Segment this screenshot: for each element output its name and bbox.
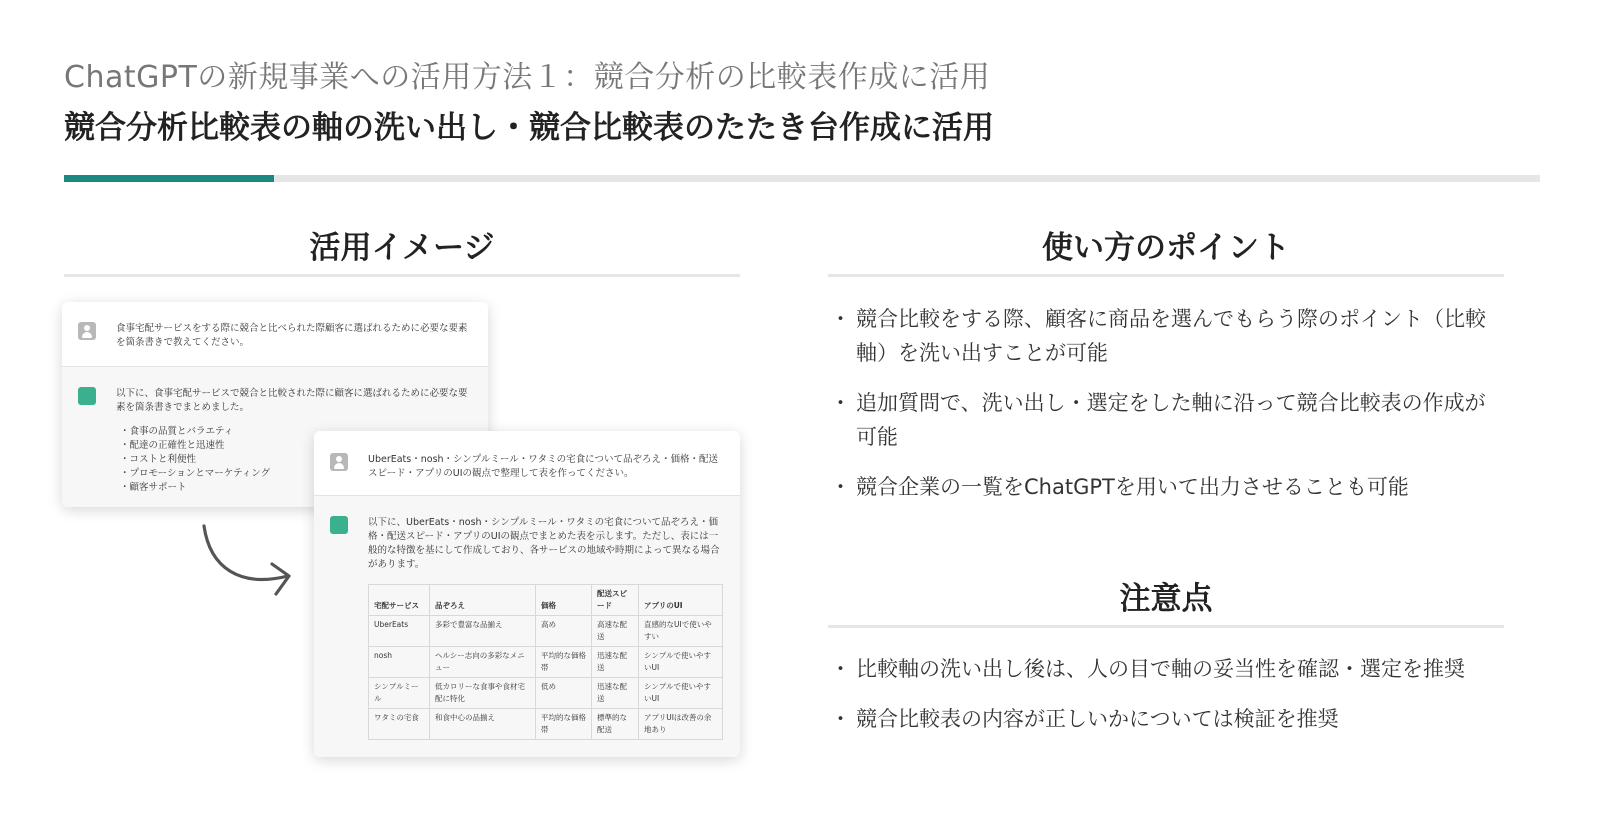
list-item: ・ 比較軸の洗い出し後は、人の目で軸の妥当性を確認・選定を推奨	[834, 652, 1504, 686]
list-item: ・ 配達の正確性と迅速性	[120, 439, 472, 453]
ai-message-text: 以下に、UberEats・nosh・シンプルミール・ワタミの宅食について品ぞろえ・価格・配送スピード・アプリのUIの観点でまとめた表を示します。ただし、表には一般的な特徴を基にして作成しており、各サービスの地域や時期によって異なる場合があります。	[368, 517, 720, 570]
curved-arrow-icon	[196, 520, 300, 606]
table-header-cell: 品ぞろえ	[430, 585, 536, 616]
table-header-row	[369, 585, 723, 616]
chat-card-2	[314, 431, 740, 757]
caution-list	[834, 652, 1504, 752]
list-item: ・ 競合企業の一覧をChatGPTを用いて出力させることも可能	[834, 470, 1504, 504]
table-row	[369, 616, 723, 647]
ai-message-text: 以下に、食事宅配サービスで競合と比較された際に顧客に選ばれるために必要な要素を箇条書きでまとめました。	[116, 388, 468, 413]
table-cell: 標準的な配送	[592, 709, 639, 740]
user-message-row	[62, 302, 488, 366]
table-cell: 平均的な価格帯	[536, 709, 592, 740]
usage-points-divider	[828, 274, 1504, 277]
table-header-cell: 宅配サービス	[369, 585, 430, 616]
chatgpt-icon	[330, 516, 348, 534]
usage-points-heading: 使い方のポイント	[1042, 230, 1290, 266]
table-cell: 和食中心の品揃え	[430, 709, 536, 740]
table-cell: 迅速な配送	[592, 678, 639, 709]
usage-points-list	[834, 302, 1504, 520]
table-row	[369, 647, 723, 678]
table-row	[369, 678, 723, 709]
table-cell: 高め	[536, 616, 592, 647]
table-header-cell: 価格	[536, 585, 592, 616]
user-avatar-icon	[330, 453, 348, 471]
table-header-cell: 配送スピード	[592, 585, 639, 616]
table-cell: UberEats	[369, 616, 430, 647]
table-cell: アプリUIは改善の余地あり	[639, 709, 723, 740]
table-cell: シンプルミール	[369, 678, 430, 709]
user-message-text: UberEats・nosh・シンプルミール・ワタミの宅食について品ぞろえ・価格・配送スピード・アプリのUIの観点で整理して表を作ってください。	[368, 454, 718, 479]
table-cell: 低カロリーな食事や食材宅配に特化	[430, 678, 536, 709]
table-header-cell: アプリのUI	[639, 585, 723, 616]
table-cell: ヘルシー志向の多彩なメニュー	[430, 647, 536, 678]
user-message-row	[314, 431, 740, 495]
comparison-table	[368, 584, 723, 740]
table-cell: 平均的な価格帯	[536, 647, 592, 678]
list-item: ・ プロモーションとマーケティング	[120, 467, 472, 481]
slide-subtitle: ChatGPTの新規事業への活用方法１：競合分析の比較表作成に活用	[64, 60, 991, 95]
table-cell: ワタミの宅食	[369, 709, 430, 740]
table-cell: シンプルで使いやすいUI	[639, 647, 723, 678]
table-cell: nosh	[369, 647, 430, 678]
list-item: ・ 顧客サポート	[120, 481, 472, 495]
table-cell: 迅速な配送	[592, 647, 639, 678]
list-item: ・ 競合比較をする際、顧客に商品を選んでもらう際のポイント（比較軸）を洗い出すことが可能	[834, 302, 1504, 370]
chatgpt-icon	[78, 387, 96, 405]
table-row	[369, 709, 723, 740]
list-item: ・ 競合比較表の内容が正しいかについては検証を推奨	[834, 702, 1504, 736]
title-divider	[64, 175, 1540, 182]
list-item: ・ コストと利便性	[120, 453, 472, 467]
title-divider-accent	[64, 175, 274, 182]
usage-image-divider	[64, 274, 740, 277]
user-message-text: 食事宅配サービスをする際に競合と比べられた際顧客に選ばれるために必要な要素を箇条書きで教えてください。	[116, 323, 468, 348]
list-item: ・ 食事の品質とバラエティ	[120, 425, 472, 439]
list-item: ・ 追加質問で、洗い出し・選定をした軸に沿って競合比較表の作成が可能	[834, 386, 1504, 454]
table-cell: 低め	[536, 678, 592, 709]
table-cell: 直感的なUIで使いやすい	[639, 616, 723, 647]
caution-heading: 注意点	[1119, 581, 1213, 617]
table-cell: 高速な配送	[592, 616, 639, 647]
slide-title: 競合分析比較表の軸の洗い出し・競合比較表のたたき台作成に活用	[64, 110, 994, 146]
user-avatar-icon	[78, 322, 96, 340]
table-cell: 多彩で豊富な品揃え	[430, 616, 536, 647]
ai-message-row	[314, 495, 740, 757]
table-cell: シンプルで使いやすいUI	[639, 678, 723, 709]
caution-divider	[828, 625, 1504, 628]
usage-image-heading: 活用イメージ	[309, 230, 495, 266]
